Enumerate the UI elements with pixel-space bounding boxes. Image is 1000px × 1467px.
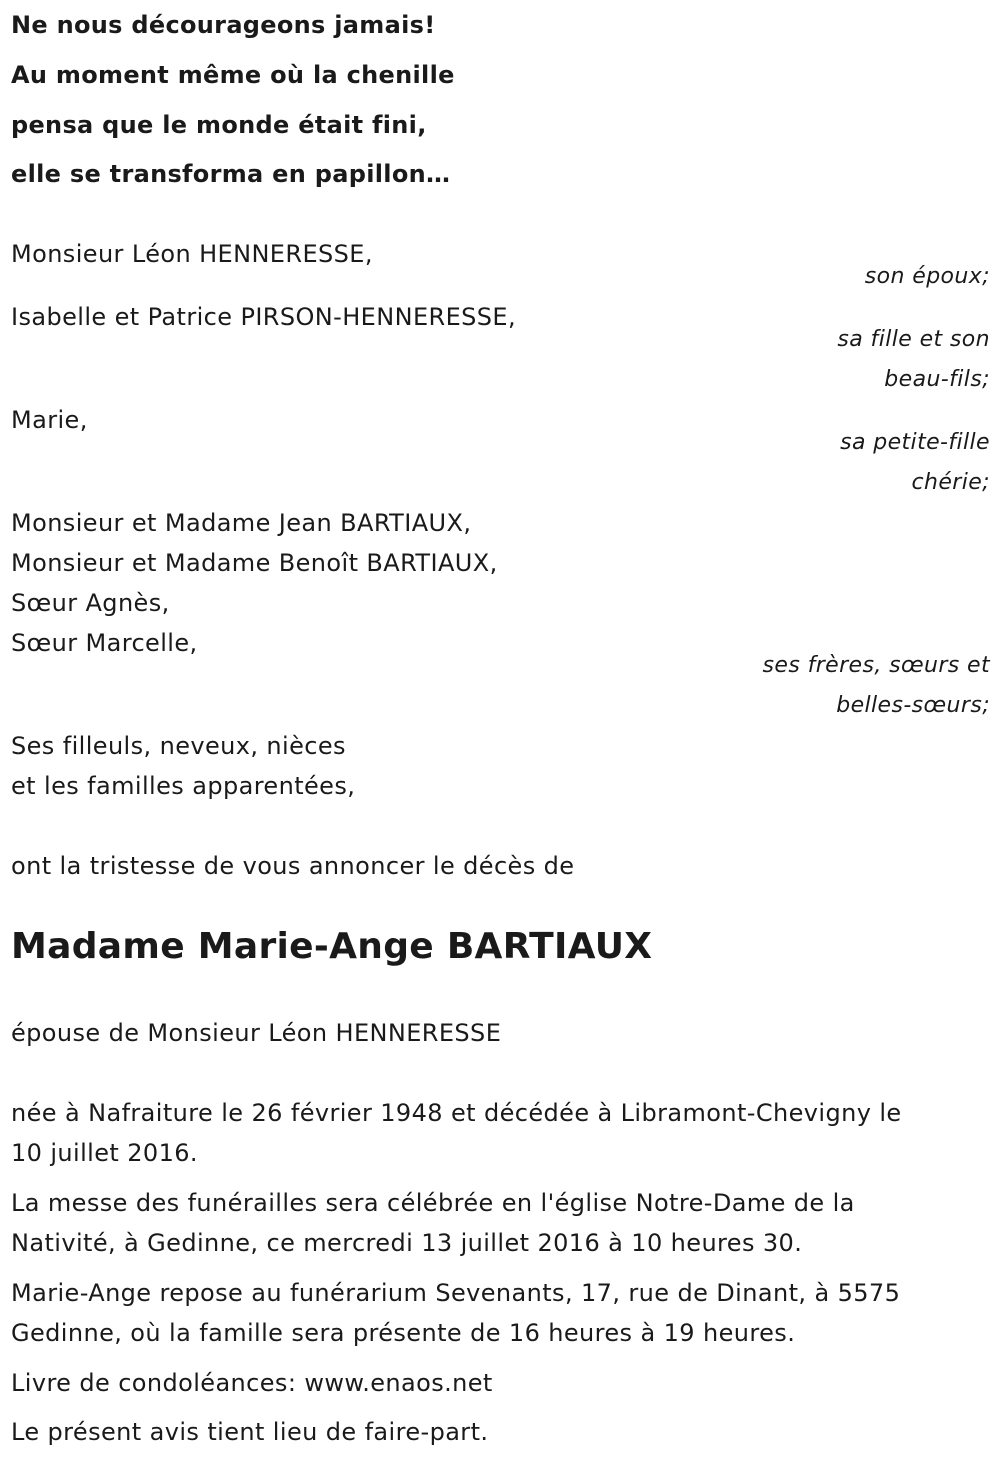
funeral-line-2: Nativité, à Gedinne, ce mercredi 13 juillet 2016 à 10 heures 30. xyxy=(11,1229,803,1257)
funeral-line-1: La messe des funérailles sera célébrée en l'église Notre-Dame de la xyxy=(11,1189,855,1217)
daughter-names: Isabelle et Patrice PIRSON-HENNERESSE, xyxy=(11,303,517,331)
birth-death-line-1: née à Nafraiture le 26 février 1948 et décédée à Libramont-Chevigny le xyxy=(11,1099,902,1127)
granddaughter-role-line-1: sa petite-fille xyxy=(840,430,990,455)
condolences-line: Livre de condoléances: www.enaos.net xyxy=(11,1369,493,1397)
deceased-name: Madame Marie-Ange BARTIAUX xyxy=(11,926,653,967)
poem-line-4: elle se transforma en papillon… xyxy=(11,160,451,188)
granddaughter-role-line-2: chérie; xyxy=(911,470,990,495)
granddaughter-name: Marie, xyxy=(11,406,88,434)
siblings-role-line-1: ses frères, sœurs et xyxy=(762,653,990,678)
announcement-text: ont la tristesse de vous annoncer le décès de xyxy=(11,852,575,880)
rest-line-1: Marie-Ange repose au funérarium Sevenants, 17, rue de Dinant, à 5575 xyxy=(11,1279,901,1307)
poem-line-1: Ne nous décourageons jamais! xyxy=(11,11,436,39)
sibling-line: Monsieur et Madame Jean BARTIAUX, xyxy=(11,509,472,537)
daughter-role-line-1: sa fille et son xyxy=(837,327,990,352)
relatives-line: et les familles apparentées, xyxy=(11,772,356,800)
sibling-line: Monsieur et Madame Benoît BARTIAUX, xyxy=(11,549,498,577)
siblings-role-line-2: belles-sœurs; xyxy=(836,693,990,718)
rest-line-2: Gedinne, où la famille sera présente de 16 heures à 19 heures. xyxy=(11,1319,796,1347)
spouse-line: épouse de Monsieur Léon HENNERESSE xyxy=(11,1019,502,1047)
notice-line: Le présent avis tient lieu de faire-part. xyxy=(11,1418,489,1446)
relatives-line: Ses filleuls, neveux, nièces xyxy=(11,732,346,760)
husband-name: Monsieur Léon HENNERESSE, xyxy=(11,240,373,268)
sibling-line: Sœur Agnès, xyxy=(11,589,170,617)
husband-role: son époux; xyxy=(864,264,990,289)
birth-death-line-2: 10 juillet 2016. xyxy=(11,1139,198,1167)
poem-line-2: Au moment même où la chenille xyxy=(11,61,455,89)
sibling-line: Sœur Marcelle, xyxy=(11,629,198,657)
poem-line-3: pensa que le monde était fini, xyxy=(11,111,427,139)
daughter-role-line-2: beau-fils; xyxy=(884,367,990,392)
